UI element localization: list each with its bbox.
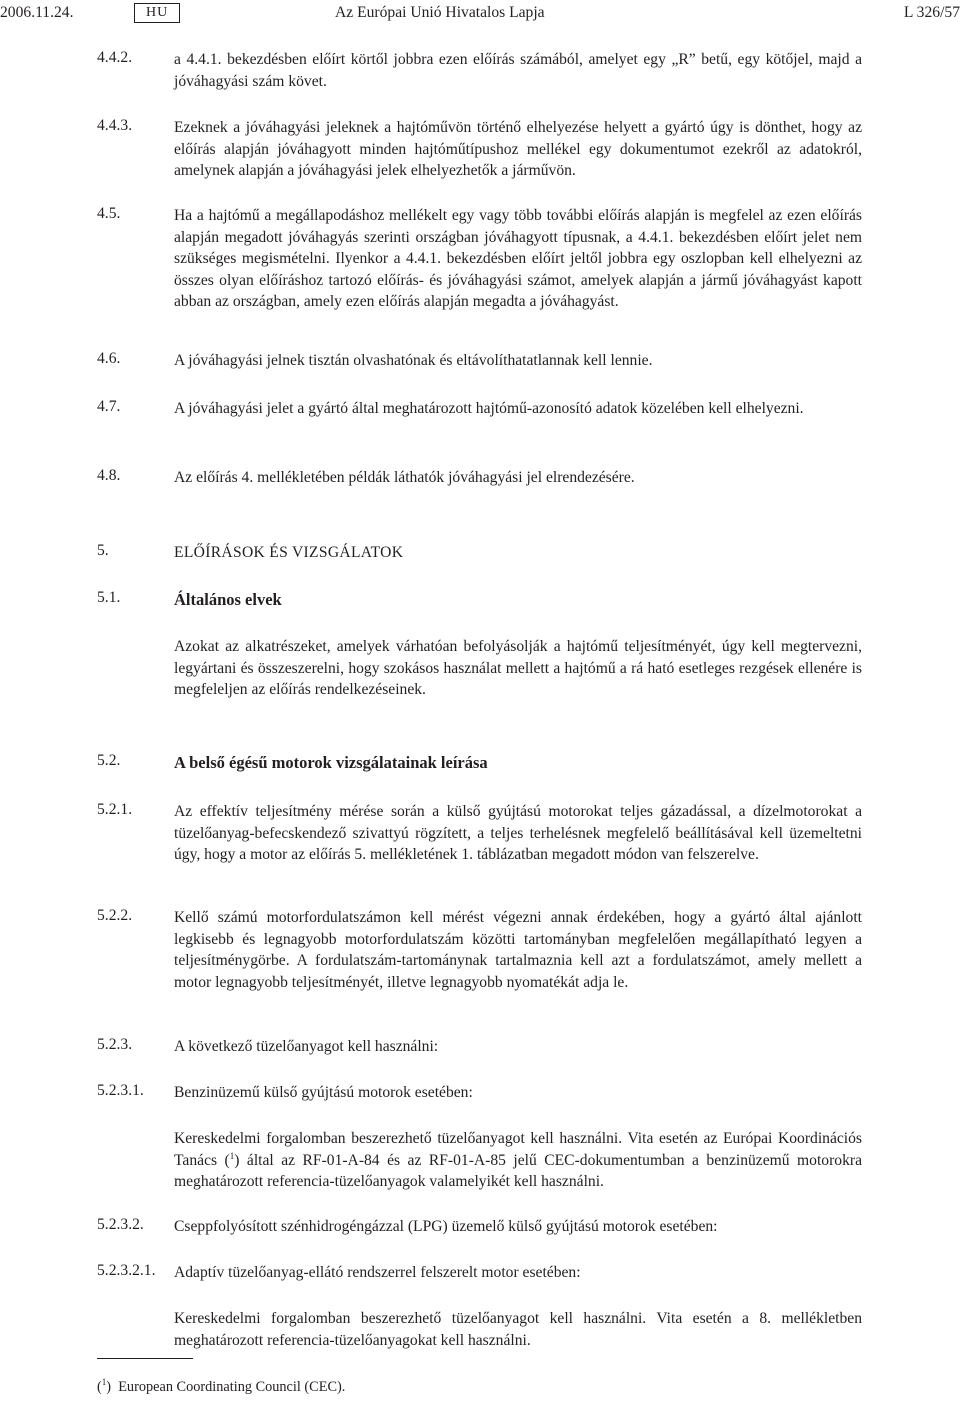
footnote-text: European Coordinating Council (CEC). (118, 1379, 346, 1395)
paragraph-number: 4.8. (97, 467, 121, 484)
footnote-reference[interactable]: 1 (229, 1150, 235, 1161)
paragraph-number: 5.2.3.1. (97, 1082, 144, 1099)
paragraph-number: 5.2.3.2. (97, 1216, 144, 1233)
section-number: 5.1. (97, 589, 121, 606)
paragraph-number: 4.5. (97, 205, 121, 222)
page-header (0, 4, 960, 28)
paragraph-text: Kereskedelmi forgalomban beszerezhető tüzelőanyagot kell használni. Vita esetén a 8. mellékletben meghatározott referencia-tüzelőanyagokat kell használni. (174, 1310, 862, 1349)
section-title: A belső égésű motorok vizsgálatainak leírása (174, 753, 488, 772)
paragraph-text: Cseppfolyósított szénhidrogéngázzal (LPG) üzemelő külső gyújtású motorok esetében: (174, 1218, 718, 1235)
paragraph-text: Ezeknek a jóváhagyási jeleknek a hajtóművön történő elhelyezése helyett a gyártó úgy is dönthet, hogy az előírás alapján jóváhagyott minden hajtóműtípushoz mellékel egy dokumentumot ezekről az adatokról, amelynek alapján a jóváhagyási jelek elhelyezhetők a járművön. (174, 119, 862, 179)
paragraph-text-end: ) által az RF-01-A-84 és az RF-01-A-85 jelű CEC-dokumentumban a benzinüzemű motorokra meghatározott referencia-tüzelőanyagok valamelyikét kell használni. (174, 1151, 862, 1190)
section-title: Általános elvek (174, 590, 282, 609)
paragraph-text: Az előírás 4. mellékletében példák láthatók jóváhagyási jel elrendezésére. (174, 469, 635, 486)
paragraph-number: 5.2.3. (97, 1036, 133, 1053)
paragraph-number: 4.6. (97, 350, 121, 367)
footnote: ($^1$) European Coordinating Council (CEC). (97, 1377, 346, 1395)
paragraph-text: Az effektív teljesítmény mérése során a külső gyújtású motorokat teljes gázadással, a dízelmotorokat a tüzelőanyag-befecskendező szivattyú rögzített, a teljes terhelésnek megfelelő beállításával kell üzemeltetni úgy, hogy a motor az előírás 5. mellékletének 1. táblázatban megadott módon van felszerelve. (174, 803, 862, 863)
paragraph-text: Azokat az alkatrészeket, amelyek várhatóan befolyásolják a hajtómű teljesítményét, úgy kell megtervezni, legyártani és összeszerelni, hogy szokásos használat mellett a hajtómű a rá ható esetleges rezgések ellenére is megfeleljen az előírás rendelkezéseinek. (174, 638, 862, 698)
paragraph-text: Adaptív tüzelőanyag-ellátó rendszerrel felszerelt motor esetében: (174, 1264, 581, 1281)
paragraph-text: A jóváhagyási jelet a gyártó által meghatározott hajtómű-azonosító adatok közelében kell elhelyezni. (174, 400, 804, 417)
paragraph-number: 4.4.3. (97, 117, 133, 134)
paragraph-text: A következő tüzelőanyagot kell használni: (174, 1038, 439, 1055)
section-number: 5. (97, 542, 109, 559)
paragraph-text: a 4.4.1. bekezdésben előírt körtől jobbra ezen előírás számából, amelyet egy „R” betű, egy kötőjel, majd a jóváhagyási szám követ. (174, 51, 862, 90)
paragraph-number: 5.2.3.2.1. (97, 1262, 156, 1279)
paragraph-text: Kellő számú motorfordulatszámon kell mérést végezni annak érdekében, hogy a gyártó által ajánlott legkisebb és legnagyobb motorfordulatszám közötti tartományban megfelelően megállapítható legyen a teljesítménygörbe. A fordulatszám-tartománynak tartalmaznia kell azt a fordulatszámot, amely mellett a motor legnagyobb teljesítményét, illetve legnagyobb nyomatékát adja le. (174, 909, 862, 991)
footnote-mark: 1 (101, 1377, 107, 1388)
paragraph-text: A jóváhagyási jelnek tisztán olvashatónak és eltávolíthatatlannak kell lennie. (174, 352, 653, 369)
paragraph-number: 5.2.1. (97, 801, 133, 818)
language-badge: HU (134, 3, 180, 23)
page-number: L 326/57 (903, 4, 960, 21)
section-number: 5.2. (97, 752, 121, 769)
paragraph-number: 4.4.2. (97, 49, 133, 66)
paragraph-number: 5.2.2. (97, 907, 133, 924)
paragraph-text: Benzinüzemű külső gyújtású motorok esetében: (174, 1084, 473, 1101)
paragraph-text-start: Kereskedelmi forgalomban beszerezhető tüzelőanyagot kell használni. Vita esetén az Európai Koordinációs Tanács ( (174, 1130, 862, 1169)
paragraph-text (174, 1128, 862, 1193)
journal-title: Az Európai Unió Hivatalos Lapja (335, 4, 545, 21)
paragraph-number: 4.7. (97, 398, 121, 415)
header-date: 2006.11.24. (0, 4, 74, 21)
footnote-divider (97, 1358, 193, 1359)
section-title: ELŐÍRÁSOK ÉS VIZSGÁLATOK (174, 544, 404, 561)
paragraph-text: Ha a hajtómű a megállapodáshoz mellékelt egy vagy több további előírás alapján is megfelel az ezen előírás alapján megadott jóváhagyás szerinti országban jóváhagyott típusnak, a 4.4.1. bekezdésben előírt jelet nem szükséges megismételni. Ilyenkor a 4.4.1. bekezdésben előírt jeltől jobbra egy oszlopban kell elhelyezni az összes olyan előíráshoz tartozó előírás- és jóváhagyási számot, amelyek alapján a jármű jóváhagyást kapott abban az országban, amely ezen előírás alapján megadta a jóváhagyást. (174, 207, 862, 310)
